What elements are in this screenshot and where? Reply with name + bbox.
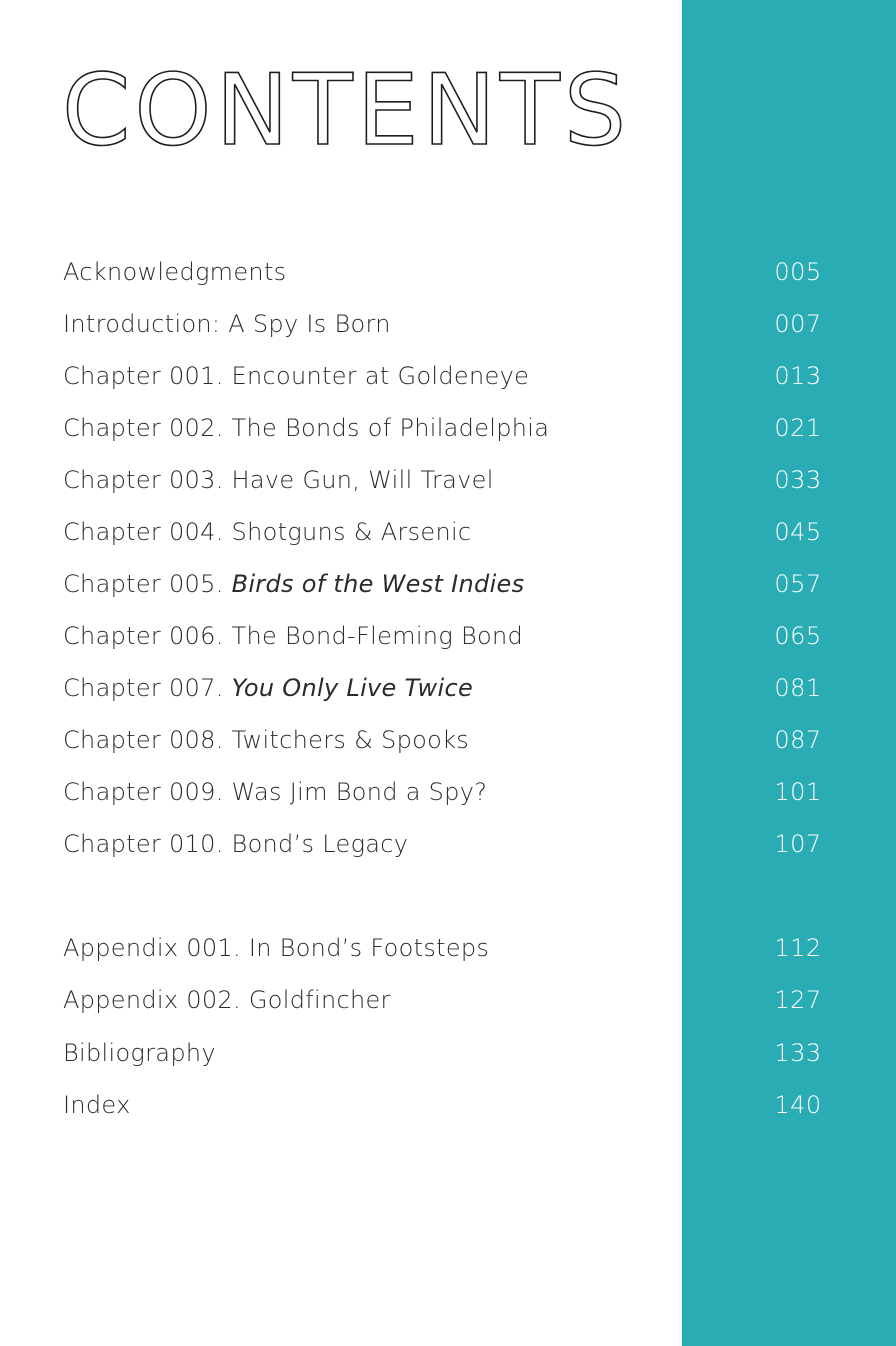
toc-page-number: 081 [774, 674, 822, 702]
toc-entry-chapter-008[interactable] [0, 720, 896, 760]
toc-entry-index[interactable] [0, 1085, 896, 1125]
toc-entry-chapter-006[interactable] [0, 616, 896, 656]
toc-entry-acknowledgments[interactable] [0, 252, 896, 292]
toc-page-number: 013 [774, 362, 822, 390]
toc-entry-label: Chapter 001. Encounter at Goldeneye [63, 362, 530, 390]
toc-entry-label: Bibliography [63, 1039, 216, 1067]
toc-entry-label: Chapter 009. Was Jim Bond a Spy? [63, 778, 488, 806]
toc-entry-appendix-001[interactable] [0, 928, 896, 968]
toc-entry-label: Chapter 007. You Only Live Twice [63, 674, 474, 702]
toc-entry-label: Acknowledgments [63, 258, 287, 286]
toc-page-number: 045 [774, 518, 822, 546]
toc-entry-label: Chapter 010. Bond’s Legacy [63, 830, 409, 858]
toc-entry-chapter-005[interactable] [0, 564, 896, 604]
toc-entry-label: Chapter 008. Twitchers & Spooks [63, 726, 470, 754]
page-title: CONTENTS [62, 54, 631, 168]
toc-entry-chapter-010[interactable] [0, 824, 896, 864]
toc-page-number: 127 [774, 986, 822, 1014]
toc-page-number: 112 [774, 934, 822, 962]
toc-entry-chapter-001[interactable] [0, 356, 896, 396]
toc-page-number: 057 [774, 570, 822, 598]
toc-page-number: 140 [774, 1091, 822, 1119]
toc-entry-label: Chapter 004. Shotguns & Arsenic [63, 518, 472, 546]
toc-entry-label: Index [63, 1091, 131, 1119]
toc-entry-chapter-002[interactable] [0, 408, 896, 448]
toc-page-number: 087 [774, 726, 822, 754]
toc-page-number: 007 [774, 310, 822, 338]
toc-entry-label: Introduction: A Spy Is Born [63, 310, 391, 338]
toc-entry-label: Chapter 006. The Bond-Fleming Bond [63, 622, 523, 650]
toc-entry-chapter-003[interactable] [0, 460, 896, 500]
toc-entry-label: Chapter 002. The Bonds of Philadelphia [63, 414, 550, 442]
toc-page-number: 133 [774, 1039, 822, 1067]
toc-entry-chapter-004[interactable] [0, 512, 896, 552]
toc-entry-bibliography[interactable] [0, 1033, 896, 1073]
toc-entry-label: Appendix 002. Goldfincher [63, 986, 391, 1014]
toc-entry-introduction[interactable] [0, 304, 896, 344]
toc-page-number: 033 [774, 466, 822, 494]
toc-entry-label: Appendix 001. In Bond’s Footsteps [63, 934, 490, 962]
toc-page-number: 005 [774, 258, 822, 286]
toc-entry-appendix-002[interactable] [0, 980, 896, 1020]
toc-entry-label: Chapter 005. Birds of the West Indies [63, 570, 525, 598]
toc-entry-italic-title: Birds of the West Indies [231, 570, 525, 598]
toc-entry-italic-title: You Only Live Twice [231, 674, 474, 702]
toc-entry-chapter-009[interactable] [0, 772, 896, 812]
toc-page-number: 101 [774, 778, 822, 806]
toc-page-number: 065 [774, 622, 822, 650]
toc-page-number: 107 [774, 830, 822, 858]
toc-entry-label: Chapter 003. Have Gun, Will Travel [63, 466, 494, 494]
toc-page-number: 021 [774, 414, 822, 442]
toc-entry-chapter-007[interactable] [0, 668, 896, 708]
